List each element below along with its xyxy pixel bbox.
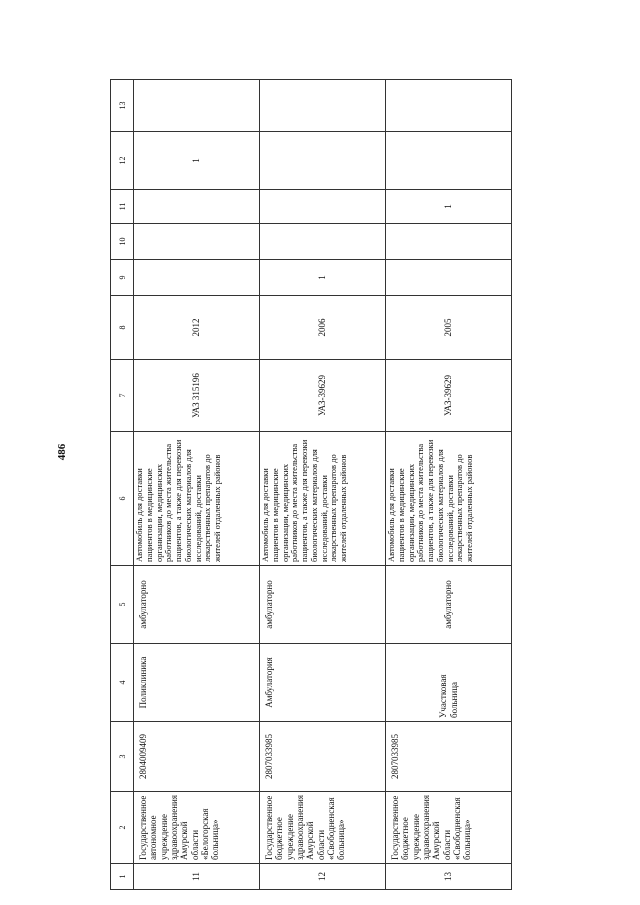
vehicles-table (110, 79, 512, 890)
col13-cell (386, 80, 512, 132)
table-row (260, 80, 386, 890)
vehicle-purpose-cell: Автомобиль для доставки пациентов в медицинские организации, медицинских работников до места жительства пациентов, а также для перевозки биологических материалов для исследований, доставки лекарственных препаратов до жителей отдаленных районов (386, 432, 512, 566)
col9-cell (386, 260, 512, 296)
page-number: 486 (56, 443, 68, 461)
unit-cell: Участковая больница (386, 644, 512, 722)
vehicle-purpose-cell: Автомобиль для доставки пациентов в медицинские организации, медицинских работников до места жительства пациентов, а также для перевозки биологических материалов для исследований, доставки лекарственных препаратов до жителей отдаленных районов (134, 432, 260, 566)
col12-cell (386, 132, 512, 190)
organization-name: Государственное автономное учреждение здравоохранения Амурской области «Белогорская больница» (134, 792, 260, 864)
col12-cell: 1 (134, 132, 260, 190)
column-header: 6 (111, 432, 134, 566)
organization-name: Государственное бюджетное учреждение здравоохранения Амурской области «Свободненская больница» (260, 792, 386, 864)
year-cell: 2005 (386, 296, 512, 360)
column-header: 10 (111, 224, 134, 260)
column-header: 1 (111, 864, 134, 890)
col10-cell (260, 224, 386, 260)
col13-cell (260, 80, 386, 132)
unit-cell: Поликлиника (134, 644, 260, 722)
column-header: 9 (111, 260, 134, 296)
col13-cell (134, 80, 260, 132)
vehicle-model-cell: УАЗ-39629 (386, 360, 512, 432)
column-header: 12 (111, 132, 134, 190)
col10-cell (134, 224, 260, 260)
row-number: 13 (386, 864, 512, 890)
inn-cell: 2807033985 (386, 722, 512, 792)
col11-cell (134, 190, 260, 224)
column-header: 11 (111, 190, 134, 224)
table-row (134, 80, 260, 890)
column-header: 5 (111, 566, 134, 644)
care-type-cell: амбулаторно (134, 566, 260, 644)
column-header: 2 (111, 792, 134, 864)
year-cell: 2006 (260, 296, 386, 360)
table-header-row (111, 80, 134, 890)
unit-cell: Амбулатория (260, 644, 386, 722)
organization-name: Государственное бюджетное учреждение здравоохранения Амурской области «Свободненская больница» (386, 792, 512, 864)
column-header: 7 (111, 360, 134, 432)
col12-cell (260, 132, 386, 190)
inn-cell: 2807033985 (260, 722, 386, 792)
vehicle-model-cell: УАЗ 315196 (134, 360, 260, 432)
table-row (386, 80, 512, 890)
column-header: 8 (111, 296, 134, 360)
col11-cell: 1 (386, 190, 512, 224)
col9-cell (134, 260, 260, 296)
inn-cell: 2804009409 (134, 722, 260, 792)
col10-cell (386, 224, 512, 260)
care-type-cell: амбулаторно (386, 566, 512, 644)
col9-cell: 1 (260, 260, 386, 296)
column-header: 13 (111, 80, 134, 132)
column-header: 4 (111, 644, 134, 722)
column-header: 3 (111, 722, 134, 792)
year-cell: 2012 (134, 296, 260, 360)
rotated-table-container (110, 101, 510, 890)
vehicle-purpose-cell: Автомобиль для доставки пациентов в медицинские организации, медицинских работников до места жительства пациентов, а также для перевозки биологических материалов для исследований, доставки лекарственных препаратов до жителей отдаленных районов (260, 432, 386, 566)
row-number: 11 (134, 864, 260, 890)
row-number: 12 (260, 864, 386, 890)
col11-cell (260, 190, 386, 224)
care-type-cell: амбулаторно (260, 566, 386, 644)
vehicle-model-cell: УАЗ-39629 (260, 360, 386, 432)
